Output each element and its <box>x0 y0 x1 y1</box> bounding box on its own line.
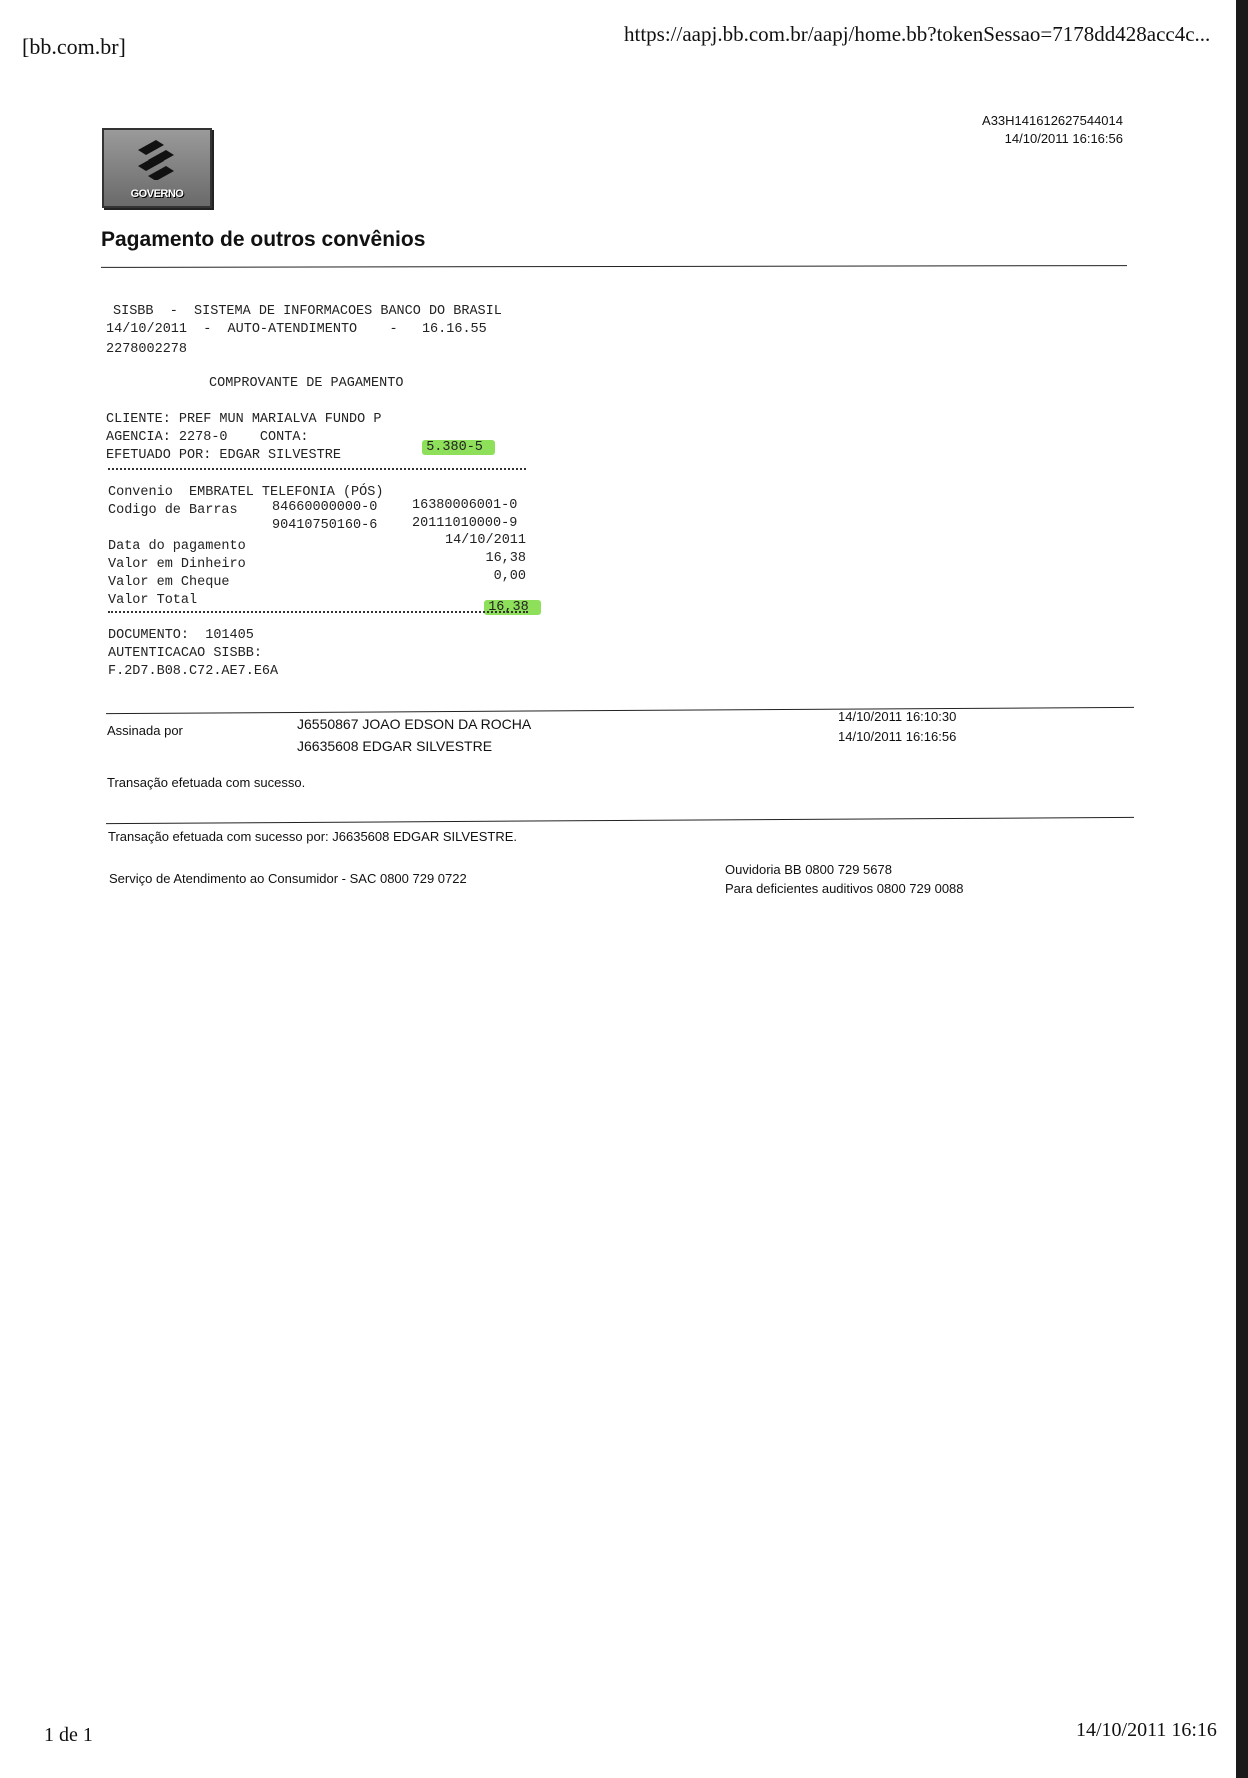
autenticacao-code: F.2D7.B08.C72.AE7.E6A <box>108 664 279 679</box>
valor-dinheiro-label: Valor em Dinheiro <box>108 557 246 572</box>
title-divider <box>101 265 1127 268</box>
signature-divider <box>106 707 1134 714</box>
valor-total-value: 16,38 <box>484 600 541 615</box>
receipt-header-line3: 2278002278 <box>106 342 188 357</box>
receipt-header-line2: 14/10/2011 - AUTO-ATENDIMENTO - 16.16.55 <box>106 322 487 337</box>
autenticacao-label: AUTENTICACAO SISBB: <box>108 646 262 661</box>
receipt-header-line1: SISBB - SISTEMA DE INFORMACOES BANCO DO BRASIL <box>113 304 502 319</box>
valor-total-label: Valor Total <box>108 593 198 608</box>
signer-1-time: 14/10/2011 16:10:30 <box>838 709 957 724</box>
ouvidoria-contact: Ouvidoria BB 0800 729 5678 <box>725 862 892 877</box>
page-title: Pagamento de outros convênios <box>101 228 426 251</box>
transaction-code: A33H141612627544014 <box>982 113 1123 128</box>
documento: DOCUMENTO: 101405 <box>108 628 254 643</box>
success-message: Transação efetuada com sucesso. <box>107 775 306 790</box>
signer-2-time: 14/10/2011 16:16:56 <box>838 729 957 744</box>
valor-cheque-label: Valor em Cheque <box>108 575 230 590</box>
bb-logo-icon <box>134 136 178 180</box>
barcode-part-1: 84660000000-0 <box>272 500 378 515</box>
barcode-part-4: 20111010000-9 <box>412 516 518 531</box>
receipt-efetuado: EFETUADO POR: EDGAR SILVESTRE <box>106 448 341 463</box>
valor-dinheiro-value: 16,38 <box>485 551 526 566</box>
page-number: 1 de 1 <box>44 1724 93 1746</box>
signer-1: J6550867 JOAO EDSON DA ROCHA <box>297 716 532 732</box>
valor-cheque-value: 0,00 <box>493 569 526 584</box>
data-pagamento-value: 14/10/2011 <box>444 533 526 548</box>
sac-contact: Serviço de Atendimento ao Consumidor - SAC 0800 729 0722 <box>109 871 467 886</box>
deficientes-contact: Para deficientes auditivos 0800 729 0088 <box>725 881 964 896</box>
print-datetime: 14/10/2011 16:16 <box>1076 1719 1217 1741</box>
barcode-part-2: 16380006001-0 <box>412 498 518 513</box>
success-divider <box>106 817 1134 824</box>
barcode-part-3: 90410750160-6 <box>272 518 378 533</box>
codigo-label: Codigo de Barras <box>108 503 238 518</box>
receipt-agencia: AGENCIA: 2278-0 CONTA: <box>106 430 309 445</box>
receipt-convenio: Convenio EMBRATEL TELEFONIA (PÓS) <box>108 485 384 500</box>
page-url[interactable]: https://aapj.bb.com.br/aapj/home.bb?tokenSessao=7178dd428acc4c... <box>624 22 1211 46</box>
receipt-heading: COMPROVANTE DE PAGAMENTO <box>209 376 404 391</box>
receipt-separator-bottom <box>108 611 528 613</box>
receipt-cliente: CLIENTE: PREF MUN MARIALVA FUNDO P <box>106 412 382 427</box>
conta-highlight <box>406 425 495 455</box>
header-datetime: 14/10/2011 16:16:56 <box>1004 131 1123 146</box>
bb-governo-logo <box>102 128 212 208</box>
logo-label: GOVERNO <box>130 188 184 200</box>
signed-by-label: Assinada por <box>107 723 183 738</box>
data-pagamento-label: Data do pagamento <box>108 539 246 554</box>
receipt-separator-top <box>108 468 526 470</box>
conta-value: 5.380-5 <box>422 440 495 455</box>
scan-edge <box>1236 0 1248 1778</box>
signer-2: J6635608 EDGAR SILVESTRE <box>297 738 493 754</box>
success-by-message: Transação efetuada com sucesso por: J6635608 EDGAR SILVESTRE. <box>108 829 517 844</box>
site-label: [bb.com.br] <box>22 34 126 59</box>
